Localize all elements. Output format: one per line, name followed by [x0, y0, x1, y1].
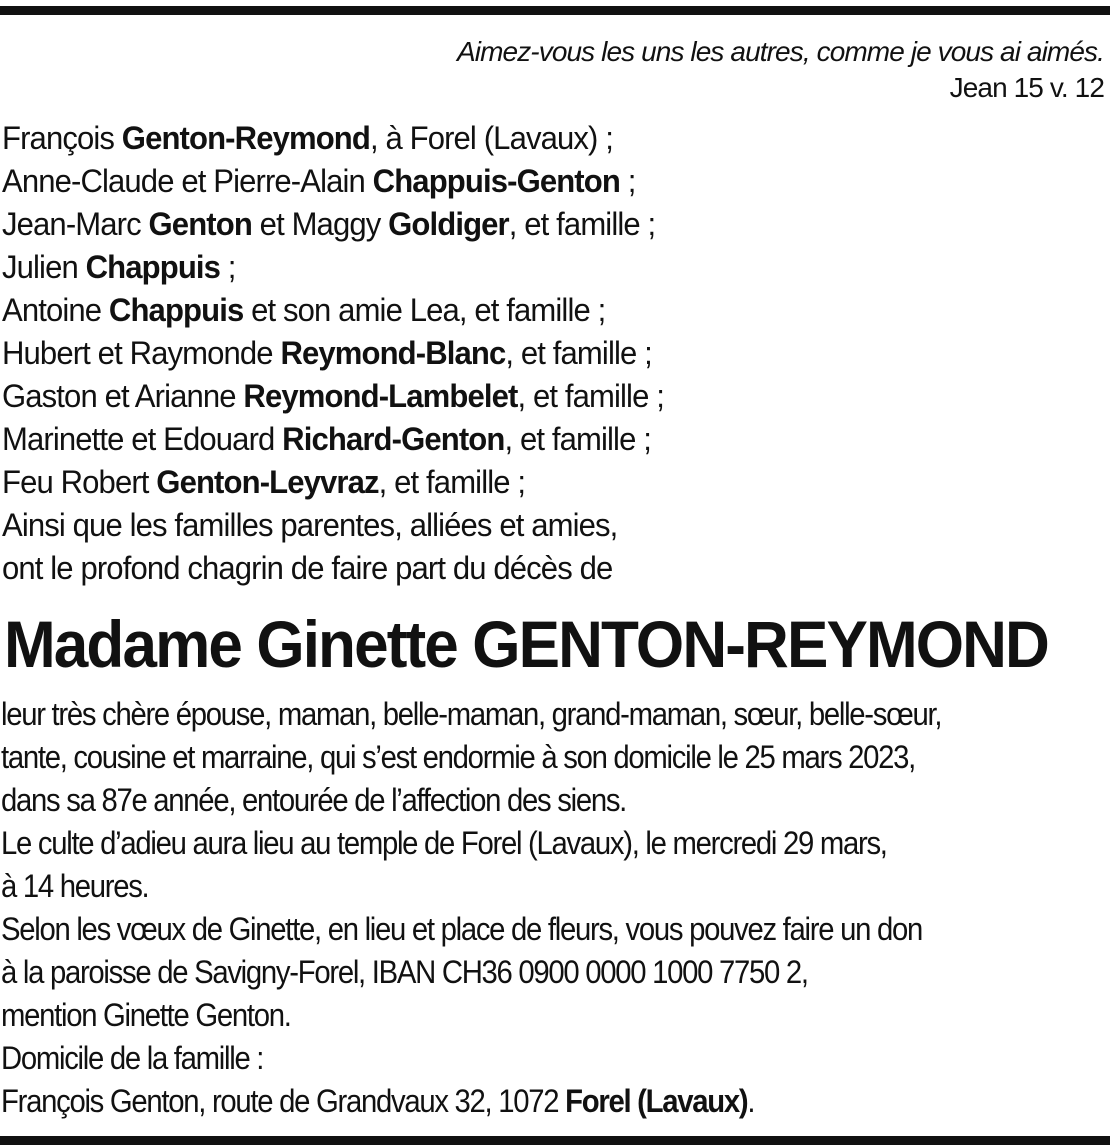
bible-quote — [457, 34, 1104, 106]
deceased-name: Madame Ginette GENTON-REYMOND — [4, 607, 1048, 681]
detail-line: mention Ginette Genton. — [1, 997, 291, 1033]
detail-line: Selon les vœux de Ginette, en lieu et place de fleurs, vous pouvez faire un don — [1, 911, 922, 947]
detail-line: dans sa 87e année, entourée de l’affection des siens. — [1, 782, 627, 818]
family-list — [2, 117, 1069, 590]
detail-line: tante, cousine et marraine, qui s’est endormie à son domicile le 25 mars 2023, — [1, 739, 916, 775]
family-line: Antoine Chappuis et son amie Lea, et famille ; — [2, 292, 606, 328]
detail-line: à 14 heures. — [1, 868, 149, 904]
family-line: François Genton-Reymond, à Forel (Lavaux) ; — [2, 120, 614, 156]
family-line: Marinette et Edouard Richard-Genton, et famille ; — [2, 421, 651, 457]
family-line: Hubert et Raymonde Reymond-Blanc, et famille ; — [2, 335, 652, 371]
detail-line: Domicile de la famille : — [1, 1040, 264, 1076]
detail-line: à la paroisse de Savigny-Forel, IBAN CH36 0900 0000 1000 7750 2, — [1, 954, 808, 990]
notice-details — [1, 693, 1026, 1123]
intro-line: ont le profond chagrin de faire part du décès de — [2, 550, 613, 586]
detail-line: Le culte d’adieu aura lieu au temple de Forel (Lavaux), le mercredi 29 mars, — [1, 825, 887, 861]
top-rule — [0, 6, 1110, 15]
family-address: François Genton, route de Grandvaux 32, 1072 Forel (Lavaux). — [1, 1083, 755, 1119]
family-line: Feu Robert Genton-Leyvraz, et famille ; — [2, 464, 526, 500]
quote-reference: Jean 15 v. 12 — [949, 72, 1104, 103]
family-line: Anne-Claude et Pierre-Alain Chappuis-Genton ; — [2, 163, 636, 199]
intro-line: Ainsi que les familles parentes, alliées et amies, — [2, 507, 618, 543]
quote-text: Aimez-vous les uns les autres, comme je vous ai aimés. — [457, 36, 1104, 67]
family-line: Gaston et Arianne Reymond-Lambelet, et famille ; — [2, 378, 664, 414]
family-line: Jean-Marc Genton et Maggy Goldiger, et famille ; — [2, 206, 656, 242]
bottom-rule — [0, 1136, 1110, 1145]
detail-line: leur très chère épouse, maman, belle-maman, grand-maman, sœur, belle-sœur, — [1, 696, 942, 732]
family-line: Julien Chappuis ; — [2, 249, 236, 285]
